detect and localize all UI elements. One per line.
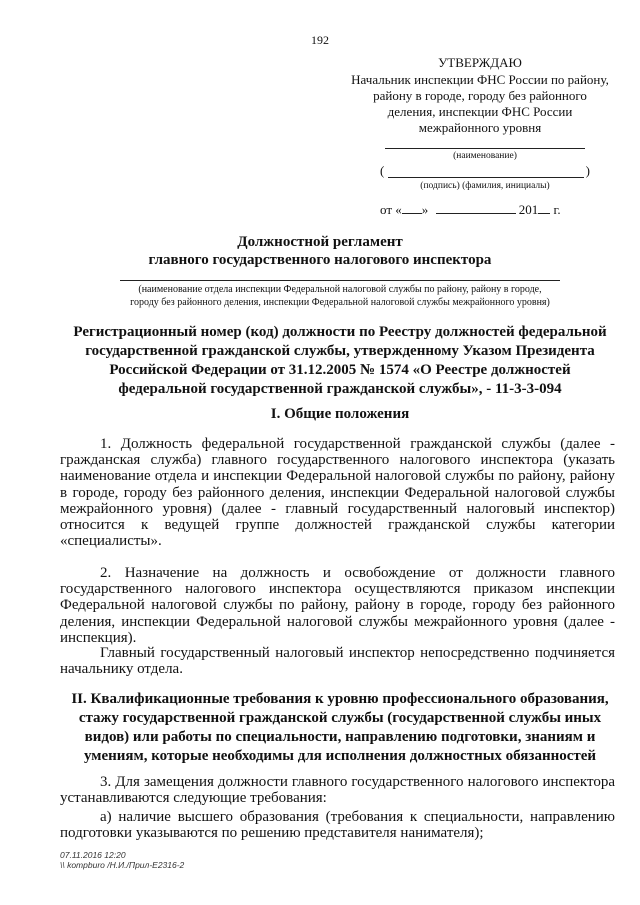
date-day-blank bbox=[402, 201, 422, 214]
date-suffix: г. bbox=[553, 202, 561, 217]
approval-line: межрайонного уровня bbox=[418, 120, 542, 135]
document-title bbox=[0, 233, 640, 269]
section-2-title-line: стажу государственной гражданской службы (государственной службы иных bbox=[78, 710, 602, 726]
approval-heading: УТВЕРЖДАЮ bbox=[438, 55, 522, 70]
date-year: 201 bbox=[518, 202, 539, 217]
approval-line: Начальник инспекции ФНС России по району, bbox=[351, 72, 609, 87]
registry-line: федеральной государственной гражданской службы», - 11-3-3-094 bbox=[118, 381, 562, 397]
section-2-title-line: II. Квалификационные требования к уровню профессионального образования, bbox=[71, 691, 609, 707]
paragraph-2: 2. Назначение на должность и освобождение от должности главного государственного налогового инспектора осуществляются приказом инспекции Федеральной налоговой службы по району, району в городе, городу без районного деления, инспекции Федеральной налоговой службы межрайонного уровня (далее - инспекция). bbox=[60, 565, 615, 646]
registry-number-block bbox=[60, 323, 620, 399]
footer-timestamp: 07.11.2016 12:20 bbox=[60, 850, 126, 860]
paragraph-3a: а) наличие высшего образования (требования к специальности, направлению подготовки указываются по решению представителя нанимателя); bbox=[60, 809, 615, 842]
title-line: Должностной регламент bbox=[237, 234, 403, 250]
name-caption: (наименование) bbox=[453, 151, 517, 161]
signature-open-paren: ( bbox=[380, 163, 385, 178]
approval-line: деления, инспекции ФНС России bbox=[387, 104, 573, 119]
date-row bbox=[380, 201, 561, 218]
department-caption bbox=[60, 283, 620, 309]
footer-file-path: \\ kompburo /Н.И./Прил-Е2316-2 bbox=[60, 860, 185, 870]
paragraph-1: 1. Должность федеральной государственной гражданской службы (далее - гражданская служба) главного государственного налогового инспектора (указать наименование отдела и инспекции Федеральной налоговой службы по району, району в городе, городу без районного деления, инспекции Федеральной налоговой службы межрайонного уровня) (далее - главный государственный налоговый инспектор) относится к ведущей группе должностей гражданской службы категории «специалисты». bbox=[60, 436, 615, 550]
registry-line: Регистрационный номер (код) должности по Реестру должностей федеральной bbox=[73, 324, 607, 340]
signature-underline bbox=[388, 177, 584, 178]
signature-caption: (подпись) (фамилия, инициалы) bbox=[420, 181, 550, 191]
title-line: главного государственного налогового инспектора bbox=[148, 252, 492, 268]
date-month-blank bbox=[436, 201, 516, 214]
name-underline bbox=[385, 148, 585, 149]
department-underline bbox=[120, 280, 560, 281]
date-year-blank bbox=[538, 201, 550, 214]
section-2-title-line: видов) или работы по специальности, направлению подготовки, знаниям и bbox=[84, 729, 596, 745]
paragraph-subordination: Главный государственный налоговый инспектор непосредственно подчиняется начальнику отдела. bbox=[60, 645, 615, 678]
paragraph-3: 3. Для замещения должности главного государственного налогового инспектора устанавливаются следующие требования: bbox=[60, 774, 615, 807]
section-2-title bbox=[60, 690, 620, 766]
caption-line: городу без районного деления, инспекции Федеральной налоговой службы межрайонного уровня) bbox=[130, 297, 550, 308]
registry-line: Российской Федерации от 31.12.2005 № 1574 «О Реестре должностей bbox=[109, 362, 571, 378]
footer-stamp bbox=[60, 850, 184, 870]
section-2-title-line: умениям, которые необходимы для исполнения должностных обязанностей bbox=[83, 748, 597, 764]
section-1-title: I. Общие положения bbox=[270, 406, 410, 422]
date-prefix: от « bbox=[380, 202, 402, 217]
approval-position bbox=[330, 72, 630, 136]
approval-line: району в городе, городу без районного bbox=[373, 88, 587, 103]
date-quote-close: » bbox=[421, 202, 429, 217]
signature-close-paren: ) bbox=[585, 163, 590, 178]
caption-line: (наименование отдела инспекции Федеральной налоговой службы по району, району в городе, bbox=[138, 284, 542, 295]
registry-line: государственной гражданской службы, утвержденному Указом Президента bbox=[85, 343, 595, 359]
page-number: 192 bbox=[311, 33, 329, 47]
